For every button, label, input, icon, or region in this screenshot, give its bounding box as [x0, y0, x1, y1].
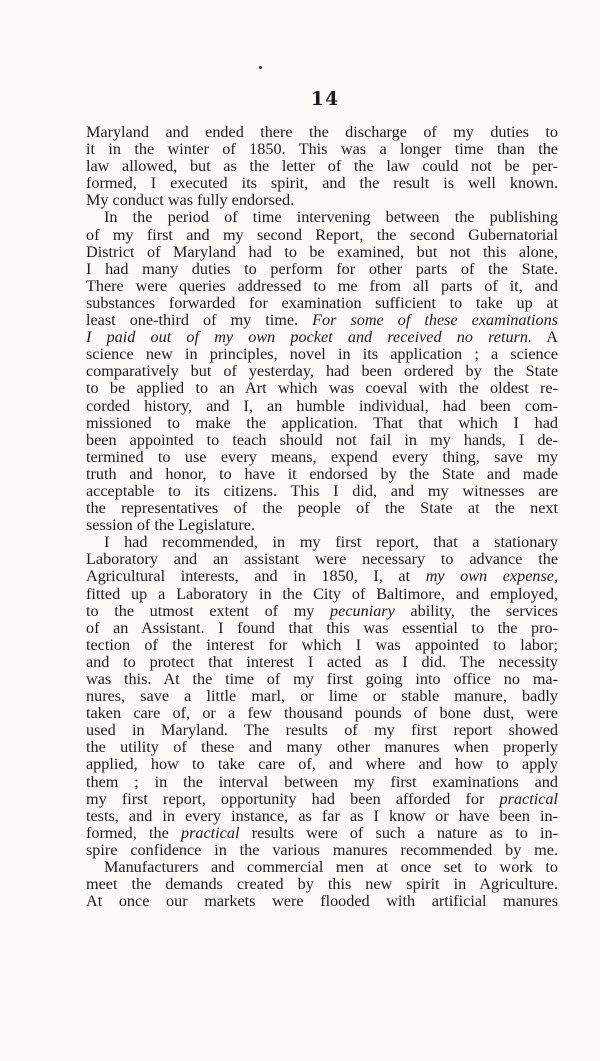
- text-line: the representatives of the people of the State at the next: [86, 499, 558, 518]
- text-line: formed, I executed its spirit, and the result is well known.: [86, 174, 558, 193]
- text-line: least one-third of my time. For some of these examinations: [86, 311, 558, 330]
- text-line: I paid out of my own pocket and received no return. A: [86, 328, 558, 347]
- text-line: In the period of time intervening between the publishing: [104, 208, 558, 227]
- text-line: substances forwarded for examination sufficient to take up at: [86, 293, 558, 312]
- text-line: comparatively but of yesterday, had been ordered by the State: [86, 362, 558, 381]
- text-line: been appointed to teach should not fail in my hands, I de-: [86, 430, 558, 449]
- text-line: acceptable to its citizens. This I did, and my witnesses are: [86, 481, 558, 500]
- text-line: I had many duties to perform for other parts of the State.: [86, 259, 558, 278]
- text-line: law allowed, but as the letter of the law could not be per-: [86, 157, 558, 176]
- text-line: Agricultural interests, and in 1850, I, at my own expense,: [86, 567, 559, 586]
- text-line: to be applied to an Art which was coeval with the oldest re-: [86, 379, 558, 398]
- text-line: termined to use every means, expend every thing, save my: [86, 447, 558, 466]
- text-line: corded history, and I, an humble individual, had been com-: [86, 396, 558, 415]
- body-text: [86, 124, 558, 910]
- text-line: tection of the interest for which I was appointed to labor;: [86, 635, 558, 654]
- text-line: tests, and in every instance, as far as I know or have been in-: [86, 806, 558, 825]
- text-line: My conduct was fully endorsed.: [86, 191, 295, 210]
- text-line: There were queries addressed to me from all parts of it, and: [86, 276, 558, 295]
- text-line: missioned to make the application. That that which I had: [86, 413, 558, 432]
- text-line: my first report, opportunity had been afforded for practical: [86, 789, 558, 808]
- text-line: to the utmost extent of my pecuniary ability, the services: [86, 601, 558, 620]
- text-line: Maryland and ended there the discharge of my duties to: [86, 123, 558, 141]
- text-line: it in the winter of 1850. This was a longer time than the: [86, 140, 558, 159]
- text-line: Manufacturers and commercial men at once set to work to: [104, 858, 558, 877]
- text-line: Laboratory and an assistant were necessary to advance the: [86, 550, 558, 569]
- text-line: applied, how to take care of, and where and how to apply: [86, 755, 558, 774]
- text-line: taken care of, or a few thousand pounds of bone dust, were: [86, 704, 558, 723]
- text-line: meet the demands created by this new spirit in Agriculture.: [86, 875, 558, 894]
- text-line: and to protect that interest I acted as I did. The necessity: [86, 652, 558, 671]
- text-line: used in Maryland. The results of my first report showed: [86, 721, 558, 740]
- text-line: District of Maryland had to be examined, but not this alone,: [86, 242, 558, 261]
- text-line: fitted up a Laboratory in the City of Baltimore, and employed,: [86, 584, 558, 603]
- text-line: session of the Legislature.: [86, 516, 256, 535]
- text-line: them ; in the interval between my first examinations and: [86, 772, 558, 791]
- text-line: formed, the practical results were of such a nature as to in-: [86, 823, 558, 842]
- text-line: science new in principles, novel in its application ; a science: [86, 345, 558, 364]
- page-speck: [259, 66, 262, 69]
- text-line: At once our markets were flooded with artificial manures: [86, 892, 558, 911]
- text-line: of my first and my second Report, the second Gubernatorial: [86, 225, 558, 244]
- text-line: nures, save a little marl, or lime or stable manure, badly: [86, 687, 558, 706]
- page-number: 14: [310, 88, 340, 110]
- text-line: I had recommended, in my first report, that a stationary: [104, 533, 558, 552]
- text-line: the utility of these and many other manures when properly: [86, 738, 558, 757]
- text-line: spire confidence in the various manures recommended by me.: [86, 840, 558, 859]
- text-line: of an Assistant. I found that this was essential to the pro-: [86, 618, 558, 637]
- text-line: truth and honor, to have it endorsed by the State and made: [86, 464, 558, 483]
- text-line: was this. At the time of my first going into office no ma-: [86, 670, 558, 688]
